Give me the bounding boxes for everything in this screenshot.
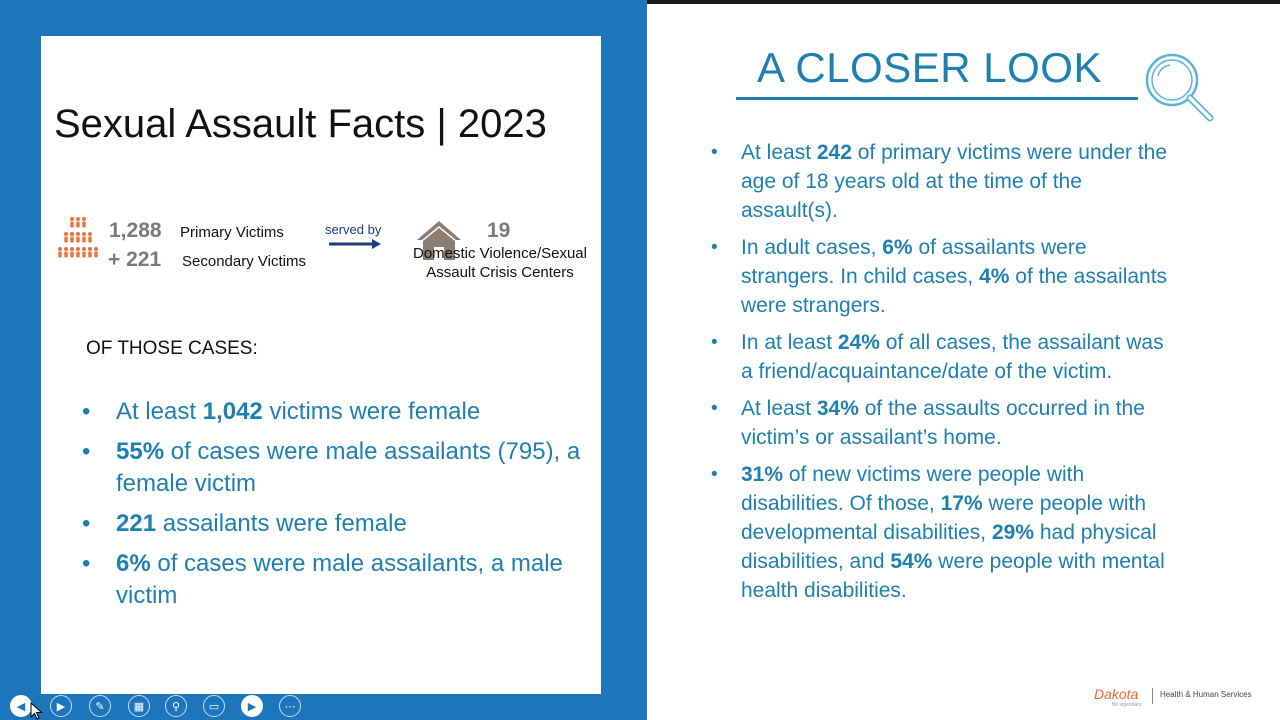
next-slide-button[interactable] [50,695,72,717]
mouse-cursor-icon [30,702,44,720]
subtitles-icon: ▭ [208,700,220,713]
primary-victims-label: Primary Victims [180,224,284,241]
title-underline [736,97,1138,100]
logo-division: Health & Human Services [1160,690,1252,699]
see-all-slides-button[interactable] [128,695,150,717]
pen-button[interactable] [89,695,111,717]
triangle-left-icon: ◀ [16,700,26,713]
closer-look-title: A CLOSER LOOK [757,44,1102,91]
more-icon: ⋯ [284,700,296,713]
slide-card [41,36,601,694]
logo-name: Dakota [1094,686,1139,702]
slides-grid-icon: ▦ [133,700,145,713]
arrow-right-icon [329,239,381,249]
list-item: • At least 34% of the assaults occurred in the victim’s or assailant’s home. [741,394,1181,452]
previous-slide-button[interactable] [10,695,32,717]
crisis-centers-label: Domestic Violence/Sexual Assault Crisis Centers [413,245,587,281]
subtitles-button[interactable] [203,695,225,717]
logo-tagline: Be legendary. [1112,702,1143,708]
list-item: • 6% of cases were male assailants, a male victim [116,548,586,612]
primary-victims-count: 1,288 [109,219,162,242]
closer-look-bullet-list [741,138,1181,613]
logo-separator [1152,688,1153,704]
search-icon: ⚲ [171,700,181,713]
list-item: • In at least 24% of all cases, the assailant was a friend/acquaintance/date of the victim. [741,328,1181,386]
slide-title: Sexual Assault Facts | 2023 [54,102,547,146]
list-item: • In adult cases, 6% of assailants were strangers. In child cases, 4% of the assailants were strangers. [741,233,1181,320]
people-icon [57,216,101,264]
served-by-label: served by [325,222,382,237]
crisis-centers-count: 19 [487,219,511,242]
top-border [647,0,1280,4]
pen-icon: ✎ [95,700,105,713]
secondary-victims-count: + 221 [108,248,162,271]
zoom-button[interactable] [165,695,187,717]
dakota-logo [1094,686,1252,708]
triangle-right-icon: ▶ [56,700,66,713]
cases-bullet-list [116,396,586,620]
of-those-cases-heading: OF THOSE CASES: [86,338,258,359]
magnifier-icon [1142,52,1218,124]
secondary-victims-label: Secondary Victims [182,253,306,270]
list-item: • 221 assailants were female [116,508,586,540]
camera-button[interactable] [241,695,263,717]
video-camera-icon: ▶ [247,700,257,713]
more-options-button[interactable] [279,695,301,717]
list-item: • 31% of new victims were people with disabilities. Of those, 17% were people with developmental disabilities, 29% had physical disabilities, and 54% were people with mental health disabilities. [741,460,1181,605]
list-item: • 55% of cases were male assailants (795), a female victim [116,436,586,500]
list-item: • At least 1,042 victims were female [116,396,586,428]
list-item: • At least 242 of primary victims were under the age of 18 years old at the time of the assault(s). [741,138,1181,225]
